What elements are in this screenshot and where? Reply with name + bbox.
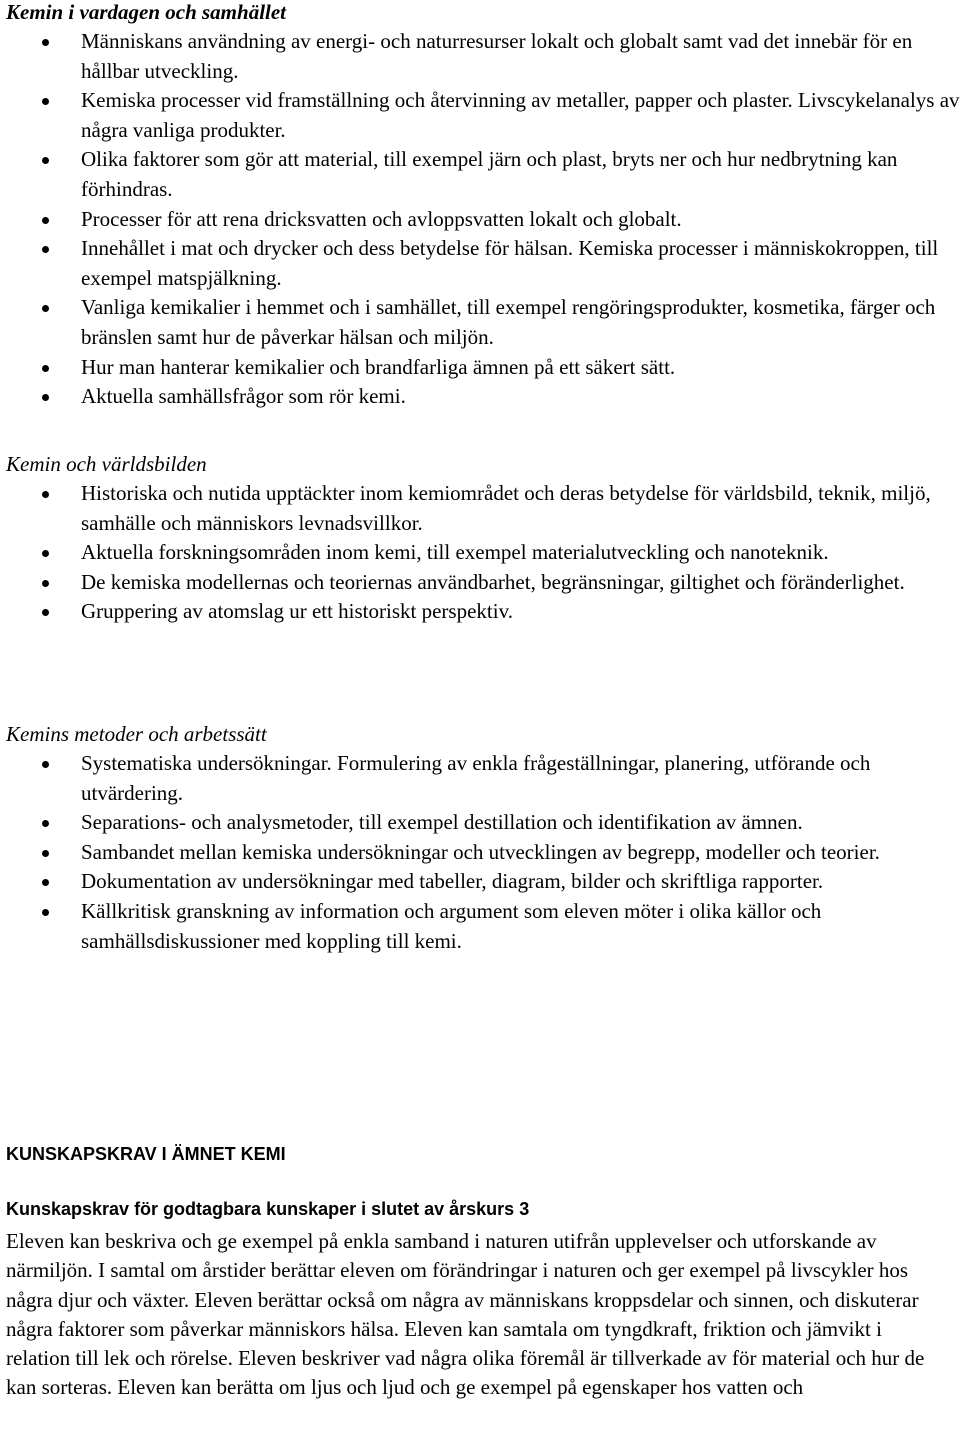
list-item-text: Olika faktorer som gör att material, till exempel järn och plast, bryts ner och hur nedbrytning kan förhindras.: [81, 147, 898, 201]
list-item-text: Människans användning av energi- och naturresurser lokalt och globalt samt vad det innebär för en hållbar utveckling.: [81, 29, 913, 83]
section-heading: Kemins metoder och arbetssätt: [6, 722, 267, 746]
list-item-text: Aktuella forskningsområden inom kemi, till exempel materialutveckling och nanoteknik.: [81, 540, 829, 565]
bullet-icon: [42, 550, 49, 557]
bullet-icon: [42, 761, 49, 768]
requirements-paragraph: Eleven kan beskriva och ge exempel på enkla samband i naturen utifrån upplevelser och utforskande av närmiljön. I samtal om årstider berättar eleven om förändringar i naturen och ger exempel på livscykler hos några djur och växter. Eleven berättar också om några av människans kroppsdelar och sinnen, och diskuterar några faktorer som påverkar människors hälsa. Eleven kan samtala om tyngdkraft, friktion och jämvikt i relation till lek och rörelse. Eleven beskriver vad några olika föremål är tillverkade av för material och hur de kan sorteras. Eleven kan berätta om ljus och ljud och ge exempel på egenskaper hos vatten och: [6, 1229, 925, 1400]
bullet-icon: [42, 820, 49, 827]
bullet-icon: [42, 305, 49, 312]
list-item: [0, 86, 960, 145]
bullet-icon: [42, 217, 49, 224]
bullet-list: [0, 27, 960, 412]
list-item: [0, 27, 960, 86]
list-item: [0, 353, 960, 383]
list-item-text: Historiska och nutida upptäckter inom kemiområdet och deras betydelse för världsbild, teknik, miljö, samhälle och människors levnadsvillkor.: [81, 481, 931, 535]
list-item: [0, 597, 960, 627]
list-item-text: Kemiska processer vid framställning och återvinning av metaller, papper och plaster. Livscykelanalys av några vanliga produkter.: [81, 88, 960, 142]
bullet-icon: [42, 850, 49, 857]
bullet-icon: [42, 98, 49, 105]
requirements-subtitle: Kunskapskrav för godtagbara kunskaper i slutet av årskurs 3: [6, 1199, 530, 1219]
list-item-text: Systematiska undersökningar. Formulering av enkla frågeställningar, planering, utförande och utvärdering.: [81, 751, 871, 805]
section-kemin-och-varldsbilden: [0, 450, 960, 627]
bullet-icon: [42, 879, 49, 886]
list-item-text: Sambandet mellan kemiska undersökningar och utvecklingen av begrepp, modeller och teorier.: [81, 839, 880, 864]
list-item-text: Hur man hanterar kemikalier och brandfarliga ämnen på ett säkert sätt.: [81, 354, 676, 379]
list-item-text: De kemiska modellernas och teoriernas användbarhet, begränsningar, giltighet och föränderlighet.: [81, 569, 905, 594]
bullet-icon: [42, 157, 49, 164]
list-item-text: Innehållet i mat och drycker och dess betydelse för hälsan. Kemiska processer i människokroppen, till exempel matspjälkning.: [81, 236, 939, 290]
list-item: [0, 382, 960, 412]
section-heading: Kemin i vardagen och samhället: [6, 0, 287, 24]
list-item-text: Vanliga kemikalier i hemmet och i samhället, till exempel rengöringsprodukter, kosmetika, färger och bränslen samt hur de påverkar hälsan och miljön.: [81, 295, 936, 349]
list-item-text: Separations- och analysmetoder, till exempel destillation och identifikation av ämnen.: [81, 810, 803, 835]
section-kemins-metoder: [0, 720, 960, 956]
section-kemin-i-vardagen: [0, 0, 960, 412]
list-item: [0, 538, 960, 568]
bullet-icon: [42, 394, 49, 401]
list-item: [0, 293, 960, 352]
bullet-list: [0, 749, 960, 956]
bullet-icon: [42, 609, 49, 616]
list-item: [0, 205, 960, 235]
list-item-text: Processer för att rena dricksvatten och avloppsvatten lokalt och globalt.: [81, 206, 682, 231]
bullet-icon: [42, 909, 49, 916]
list-item: [0, 568, 960, 598]
bullet-icon: [42, 246, 49, 253]
bullet-icon: [42, 580, 49, 587]
list-item: [0, 749, 960, 808]
list-item: [0, 867, 960, 897]
list-item: [0, 808, 960, 838]
list-item-text: Aktuella samhällsfrågor som rör kemi.: [81, 384, 406, 409]
bullet-icon: [42, 365, 49, 372]
list-item: [0, 145, 960, 204]
bullet-icon: [42, 39, 49, 46]
list-item: [0, 897, 960, 956]
requirements-title: KUNSKAPSKRAV I ÄMNET KEMI: [6, 1144, 286, 1164]
list-item: [0, 838, 960, 868]
section-heading: Kemin och världsbilden: [6, 452, 207, 476]
list-item: [0, 234, 960, 293]
list-item-text: Källkritisk granskning av information och argument som eleven möter i olika källor och samhällsdiskussioner med koppling till kemi.: [81, 898, 822, 953]
list-item-text: Gruppering av atomslag ur ett historiskt perspektiv.: [81, 599, 513, 624]
bullet-list: [0, 479, 960, 627]
list-item-text: Dokumentation av undersökningar med tabeller, diagram, bilder och skriftliga rapporter.: [81, 869, 824, 894]
bullet-icon: [42, 491, 49, 498]
list-item: [0, 479, 960, 538]
